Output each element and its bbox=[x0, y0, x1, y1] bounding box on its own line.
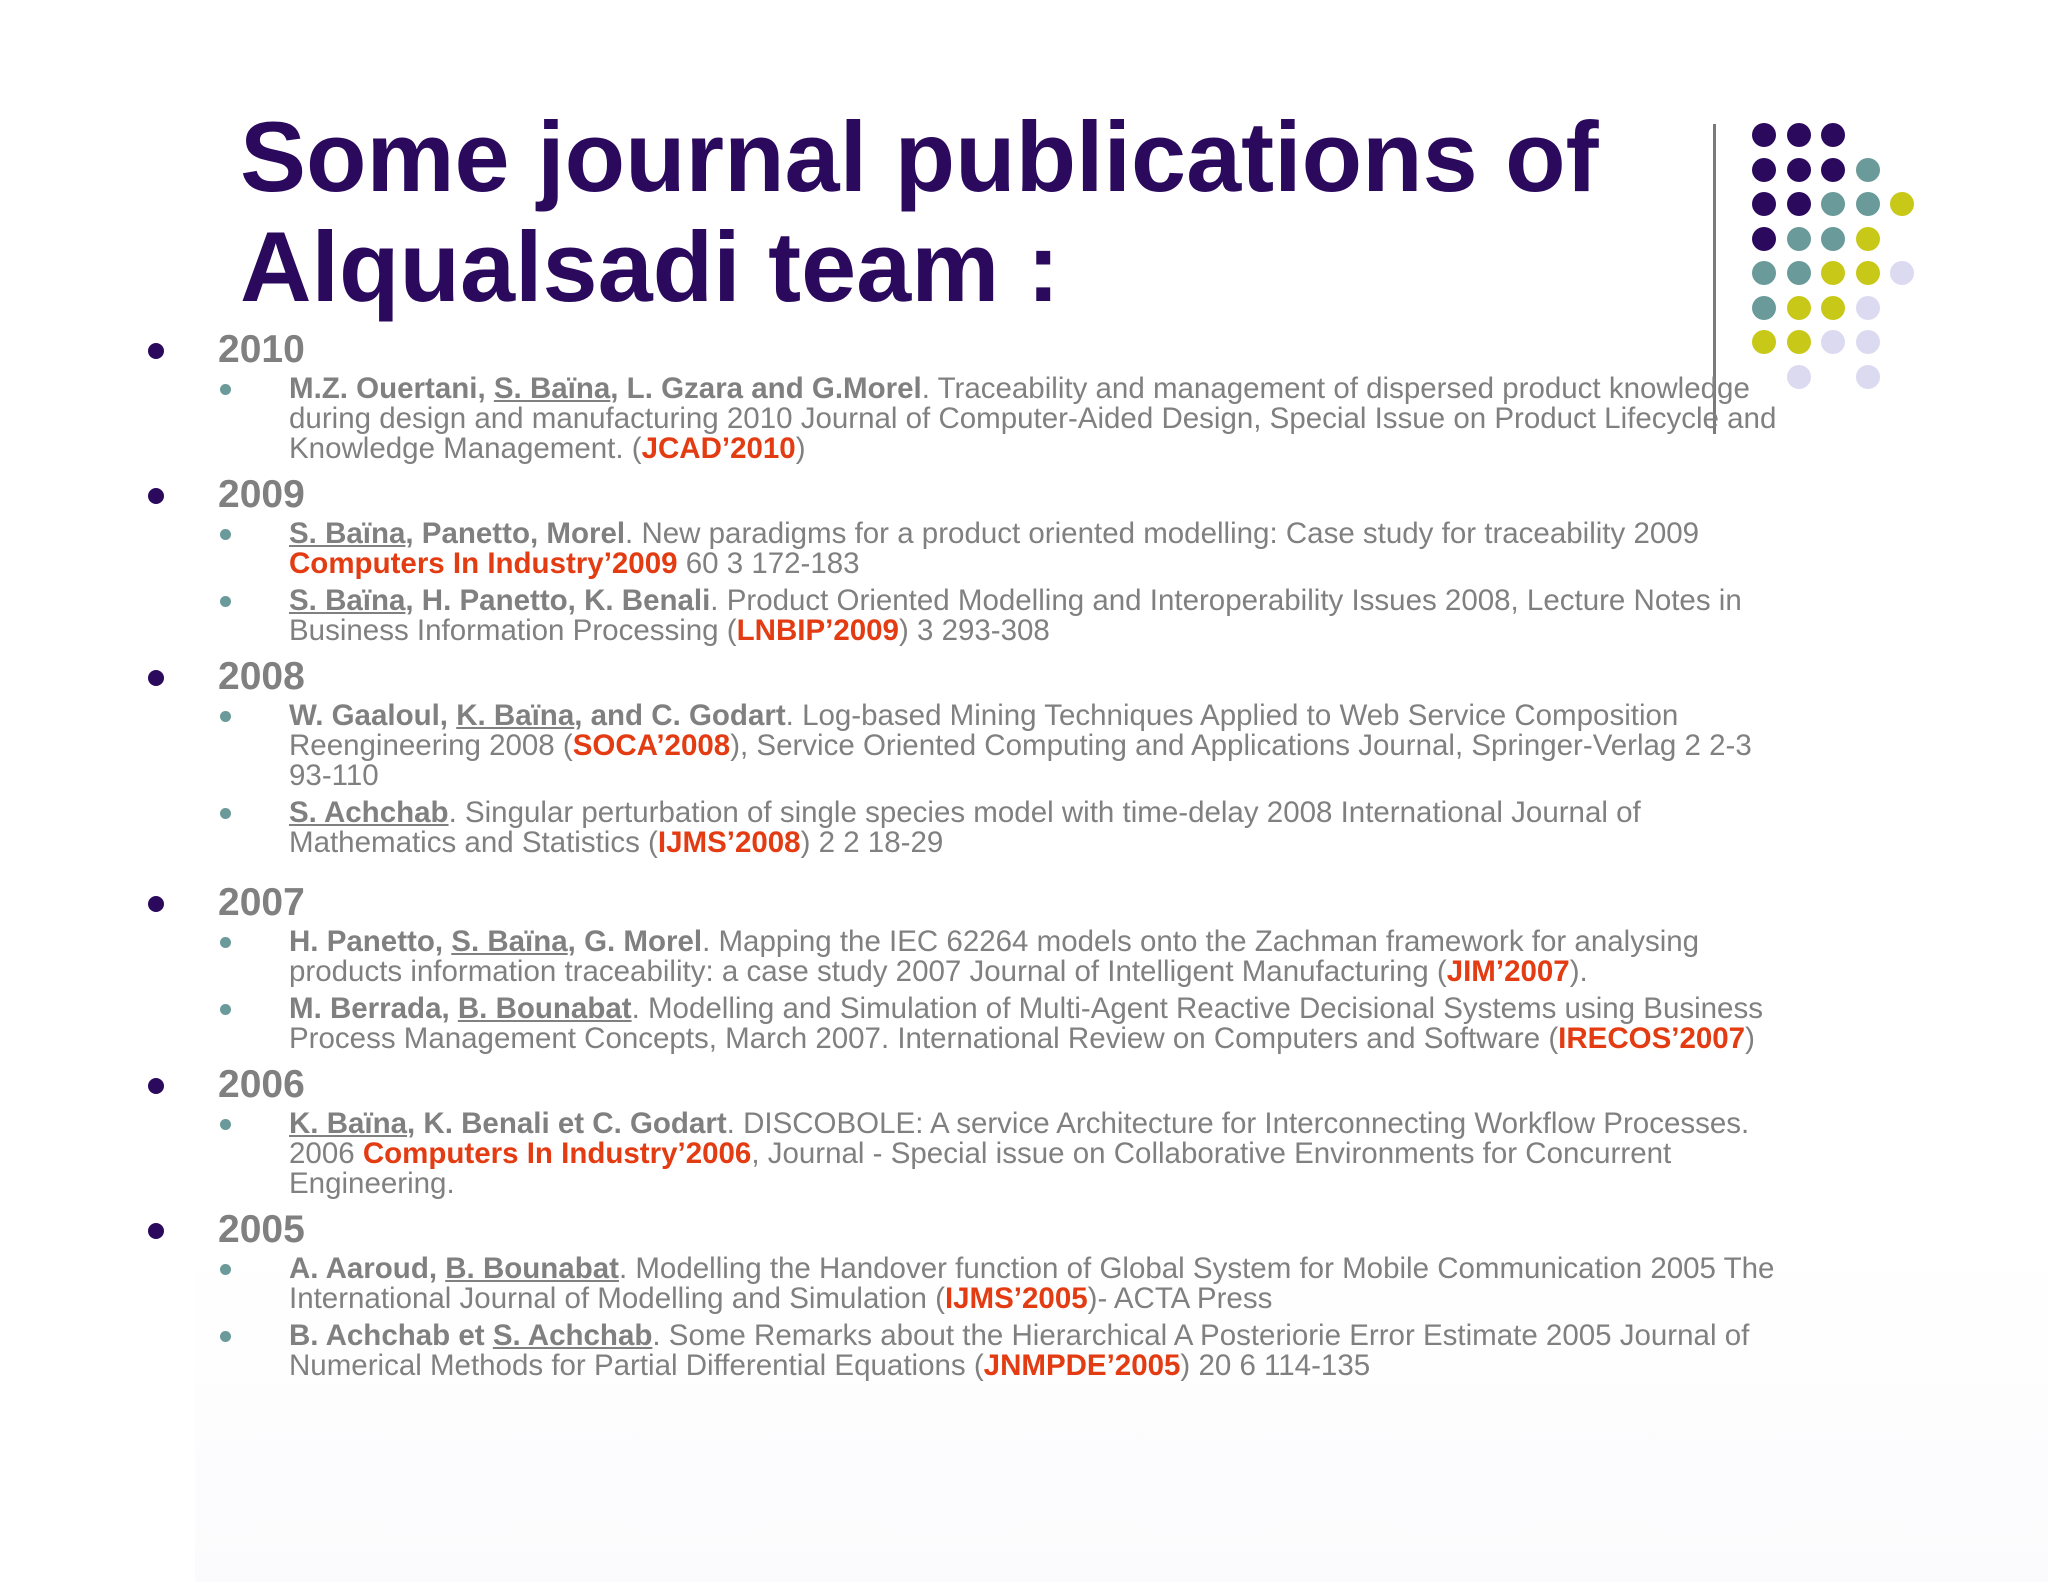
author-text: , and C. Godart bbox=[574, 699, 786, 732]
team-author-underlined: S. Baïna bbox=[493, 372, 611, 405]
decorative-dot bbox=[1856, 365, 1880, 389]
publication-entry bbox=[145, 374, 1795, 464]
authors bbox=[289, 796, 449, 829]
year-bullet-icon bbox=[148, 488, 164, 504]
venue-label: JCAD’2010 bbox=[641, 432, 796, 465]
author-text: , H. Panetto, K. Benali bbox=[405, 584, 711, 617]
slide-title: Some journal publications of Alqualsadi team : bbox=[240, 101, 1599, 322]
publication-text-end: ), Service Oriented Computing and Applications Journal, Springer-Verlag 2 2-3 93-110 bbox=[289, 729, 1752, 792]
team-author-underlined: S. Achchab bbox=[289, 796, 449, 829]
decorative-dot bbox=[1821, 227, 1845, 251]
decorative-dot bbox=[1787, 227, 1811, 251]
decorative-dot bbox=[1856, 330, 1880, 354]
year-label: 2005 bbox=[218, 1208, 305, 1251]
author-text: , G. Morel bbox=[567, 925, 703, 958]
year-label: 2007 bbox=[218, 881, 305, 924]
authors bbox=[289, 992, 632, 1025]
publication-text: . New paradigms for a product oriented modelling: Case study for traceability 2009 bbox=[625, 517, 1700, 550]
author-text: A. Aaroud, bbox=[289, 1252, 446, 1285]
entry-bullet-icon bbox=[220, 1004, 231, 1015]
decorative-dot bbox=[1752, 158, 1776, 182]
team-author-underlined: S. Baïna bbox=[451, 925, 568, 958]
authors bbox=[289, 517, 625, 550]
publication-text: . Mapping the IEC 62264 models onto the Zachman framework for analysing products information traceability: a case study 2007 Journal of Intelligent Manufacturing ( bbox=[289, 925, 1700, 988]
venue-label: IRECOS’2007 bbox=[1558, 1022, 1746, 1055]
publication-entry bbox=[145, 1321, 1795, 1381]
entry-bullet-icon bbox=[220, 1331, 231, 1342]
decorative-dot bbox=[1821, 330, 1845, 354]
decorative-dot bbox=[1856, 227, 1880, 251]
venue-label: Computers In Industry’2009 bbox=[289, 547, 678, 580]
authors bbox=[289, 584, 710, 617]
authors bbox=[289, 699, 786, 732]
publication-text-end: ) bbox=[795, 432, 806, 465]
entry-bullet-icon bbox=[220, 711, 231, 722]
entry-bullet-icon bbox=[220, 596, 231, 607]
spacer bbox=[145, 865, 1795, 879]
author-text: B. Achchab et bbox=[289, 1319, 493, 1352]
venue-label: JIM’2007 bbox=[1446, 955, 1570, 988]
publication-entry bbox=[145, 927, 1795, 987]
decorative-dot bbox=[1821, 261, 1845, 285]
publication-text: . Modelling and Simulation of Multi-Agent Reactive Decisional Systems using Business Process Management Concepts, March 2007. International Review on Computers and Software ( bbox=[289, 992, 1763, 1055]
publication-text: . Log-based Mining Techniques Applied to Web Service Composition Reengineering 2008 ( bbox=[289, 699, 1679, 762]
publication-text-end: ) 3 293-308 bbox=[898, 614, 1050, 647]
year-heading bbox=[145, 326, 1795, 374]
entry-bullet-icon bbox=[220, 1264, 231, 1275]
publication-entry bbox=[145, 701, 1795, 791]
venue-label: JNMPDE’2005 bbox=[983, 1349, 1181, 1382]
decorative-dot bbox=[1856, 158, 1880, 182]
publication-entry bbox=[145, 1254, 1795, 1314]
year-bullet-icon bbox=[148, 670, 164, 686]
decorative-dot bbox=[1856, 296, 1880, 320]
entry-bullet-icon bbox=[220, 1119, 231, 1130]
decorative-dot bbox=[1821, 158, 1845, 182]
year-heading bbox=[145, 1061, 1795, 1109]
decorative-dot bbox=[1890, 261, 1914, 285]
publication-text-end: ) bbox=[1745, 1022, 1755, 1055]
decorative-dot bbox=[1856, 261, 1880, 285]
team-author-underlined: S. Baïna bbox=[289, 584, 406, 617]
decorative-dot bbox=[1787, 261, 1811, 285]
publication-text-end: , Journal - Special issue on Collaborative Environments for Concurrent Engineering. bbox=[289, 1137, 1672, 1200]
decorative-dot bbox=[1752, 123, 1776, 147]
publication-text: . Product Oriented Modelling and Interoperability Issues 2008, Lecture Notes in Business Information Processing ( bbox=[289, 584, 1742, 647]
authors bbox=[289, 1252, 619, 1285]
decorative-dot bbox=[1821, 192, 1845, 216]
publication-text-end: 60 3 172-183 bbox=[677, 547, 860, 580]
year-bullet-icon bbox=[148, 1078, 164, 1094]
team-author-underlined: S. Achchab bbox=[492, 1319, 653, 1352]
decorative-dot bbox=[1890, 192, 1914, 216]
team-author-underlined: K. Baïna bbox=[456, 699, 575, 732]
venue-label: IJMS’2005 bbox=[944, 1282, 1088, 1315]
publication-entry bbox=[145, 586, 1795, 646]
entry-bullet-icon bbox=[220, 808, 231, 819]
team-author-underlined: B. Bounabat bbox=[445, 1252, 619, 1285]
authors bbox=[289, 372, 922, 405]
publication-entry bbox=[145, 994, 1795, 1054]
decorative-dot bbox=[1787, 158, 1811, 182]
publication-list bbox=[145, 326, 1795, 1388]
author-text: H. Panetto, bbox=[289, 925, 452, 958]
decorative-dot bbox=[1752, 296, 1776, 320]
year-label: 2008 bbox=[218, 655, 305, 698]
venue-label: SOCA’2008 bbox=[572, 729, 731, 762]
publication-text-end: )- ACTA Press bbox=[1087, 1282, 1273, 1315]
team-author-underlined: K. Baïna bbox=[289, 1107, 408, 1140]
venue-label: LNBIP’2009 bbox=[736, 614, 899, 647]
decorative-dot bbox=[1856, 192, 1880, 216]
year-label: 2009 bbox=[218, 473, 305, 516]
year-bullet-icon bbox=[148, 896, 164, 912]
year-bullet-icon bbox=[148, 1223, 164, 1239]
entry-bullet-icon bbox=[220, 937, 231, 948]
decorative-dot bbox=[1752, 227, 1776, 251]
publication-entry bbox=[145, 1109, 1795, 1199]
year-label: 2010 bbox=[218, 328, 305, 371]
decorative-dot bbox=[1821, 296, 1845, 320]
year-label: 2006 bbox=[218, 1063, 305, 1106]
publication-entry bbox=[145, 798, 1795, 858]
publication-text: . Modelling the Handover function of Global System for Mobile Communication 2005 The International Journal of Modelling and Simulation ( bbox=[289, 1252, 1775, 1315]
year-heading bbox=[145, 653, 1795, 701]
entry-bullet-icon bbox=[220, 529, 231, 540]
year-heading bbox=[145, 1206, 1795, 1254]
publication-text: . Some Remarks about the Hierarchical A Posteriorie Error Estimate 2005 Journal of Numerical Methods for Partial Differential Equations ( bbox=[289, 1319, 1750, 1382]
team-author-underlined: B. Bounabat bbox=[457, 992, 632, 1025]
authors bbox=[289, 1107, 727, 1140]
year-heading bbox=[145, 471, 1795, 519]
authors bbox=[289, 1319, 652, 1352]
year-bullet-icon bbox=[148, 343, 164, 359]
entry-bullet-icon bbox=[220, 384, 231, 395]
decorative-dot bbox=[1787, 296, 1811, 320]
publication-text: . DISCOBOLE: A service Architecture for Interconnecting Workflow Processes. 2006 bbox=[289, 1107, 1750, 1170]
decorative-dot bbox=[1821, 123, 1845, 147]
publication-text-end: ) 20 6 114-135 bbox=[1180, 1349, 1371, 1382]
author-text: , K. Benali et C. Godart bbox=[407, 1107, 727, 1140]
publication-text-end: ) 2 2 18-29 bbox=[800, 826, 944, 859]
author-text: , L. Gzara and G.Morel bbox=[610, 372, 922, 405]
author-text: , Panetto, Morel bbox=[405, 517, 626, 550]
author-text: M.Z. Ouertani, bbox=[289, 372, 494, 405]
decorative-dot bbox=[1787, 192, 1811, 216]
author-text: M. Berrada, bbox=[289, 992, 458, 1025]
publication-text-end: ). bbox=[1569, 955, 1588, 988]
publication-entry bbox=[145, 519, 1795, 579]
team-author-underlined: S. Baïna bbox=[289, 517, 406, 550]
authors bbox=[289, 925, 702, 958]
publication-text: . Singular perturbation of single species model with time-delay 2008 International Journal of Mathematics and Statistics ( bbox=[289, 796, 1641, 859]
decorative-dot bbox=[1752, 192, 1776, 216]
publication-text: . Traceability and management of dispersed product knowledge during design and manufacturing 2010 Journal of Computer-Aided Design, Special Issue on Product Lifecycle and Knowledge Management. ( bbox=[289, 372, 1777, 465]
venue-label: IJMS’2008 bbox=[657, 826, 801, 859]
year-heading bbox=[145, 879, 1795, 927]
decorative-dot bbox=[1787, 123, 1811, 147]
venue-label: Computers In Industry’2006 bbox=[362, 1137, 752, 1170]
author-text: W. Gaaloul, bbox=[289, 699, 457, 732]
decorative-dot bbox=[1752, 261, 1776, 285]
